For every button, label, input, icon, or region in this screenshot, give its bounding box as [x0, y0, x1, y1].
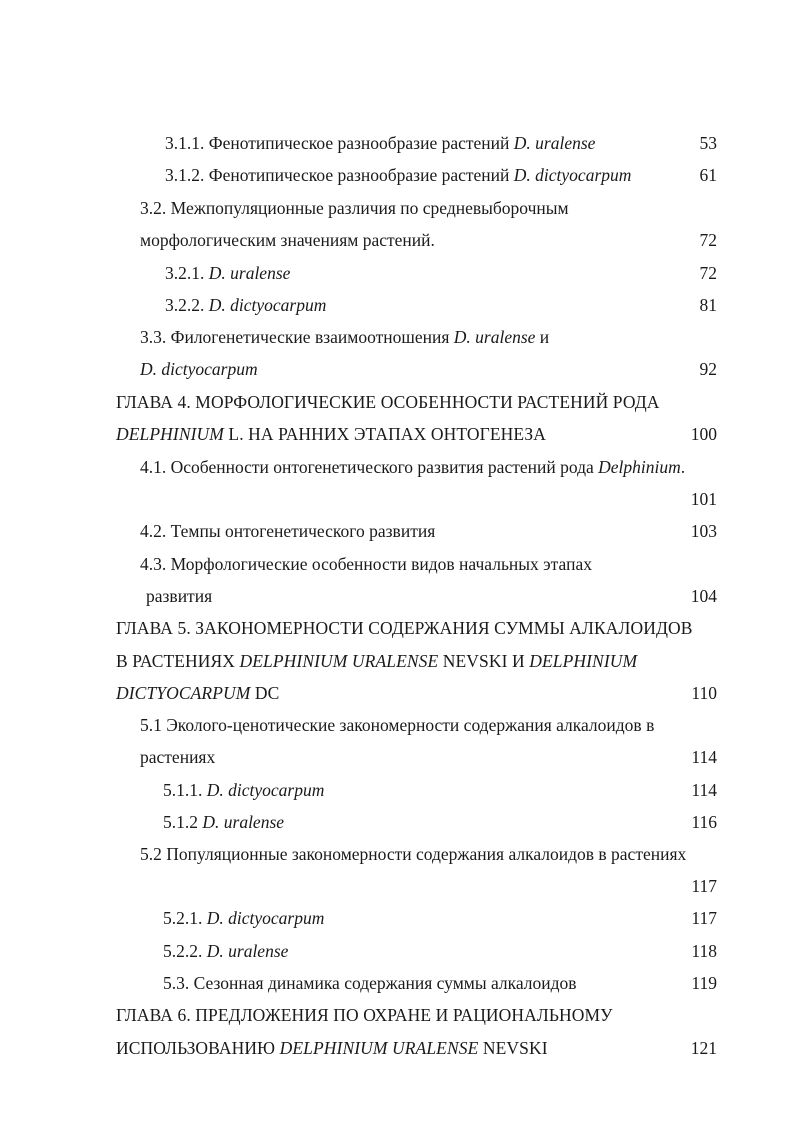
toc-page-number: 101 — [690, 489, 717, 509]
toc-entry-5-1-1: 5.1.1. D. dictyocarpum — [163, 780, 325, 800]
toc-entry-3-2-line1: 3.2. Межпопуляционные различия по средневыборочным — [140, 198, 569, 218]
chapter-4-title-line2: DELPHINIUM L. НА РАННИХ ЭТАПАХ ОНТОГЕНЕЗА — [116, 424, 546, 444]
toc-page-number: 114 — [691, 747, 717, 767]
toc-page-number: 119 — [691, 973, 717, 993]
toc-page-number: 72 — [699, 263, 717, 283]
toc-entry-3-2-2: 3.2.2. D. dictyocarpum — [165, 295, 327, 315]
toc-page-number: 117 — [691, 876, 717, 896]
toc-page-number: 114 — [691, 780, 717, 800]
chapter-5-title-line3: DICTYOCARPUM DC — [116, 683, 280, 703]
toc-entry-5-1-line1: 5.1 Эколого-ценотические закономерности содержания алкалоидов в — [140, 715, 655, 735]
toc-entry-5-3: 5.3. Сезонная динамика содержания суммы алкалоидов — [163, 973, 577, 993]
toc-entry-5-2-1: 5.2.1. D. dictyocarpum — [163, 908, 325, 928]
toc-entry-5-1-2: 5.1.2 D. uralense — [163, 812, 285, 832]
toc-page-number: 72 — [699, 230, 717, 250]
toc-page-number: 118 — [691, 941, 717, 961]
chapter-4-title-line1: ГЛАВА 4. МОРФОЛОГИЧЕСКИЕ ОСОБЕННОСТИ РАСТЕНИЙ РОДА — [116, 392, 660, 412]
toc-entry-5-1-line2: растениях — [140, 747, 216, 767]
toc-page-number: 121 — [690, 1038, 717, 1058]
toc-entry-4-3-line2: развития — [146, 586, 213, 606]
toc-entry-3-2-1: 3.2.1. D. uralense — [165, 263, 291, 283]
toc-entry-4-2: 4.2. Темпы онтогенетического развития — [140, 521, 436, 541]
toc-page-number: 116 — [691, 812, 717, 832]
toc-page-number: 92 — [699, 359, 717, 379]
toc-page-number: 103 — [690, 521, 717, 541]
toc-entry-4-1: 4.1. Особенности онтогенетического развития растений рода Delphinium. — [140, 457, 686, 477]
toc-page-number: 104 — [690, 586, 717, 606]
toc-entry-3-1-1: 3.1.1. Фенотипическое разнообразие растений D. uralense — [165, 133, 596, 153]
toc-page-number: 110 — [691, 683, 717, 703]
chapter-6-title-line2: ИСПОЛЬЗОВАНИЮ DELPHINIUM URALENSE NEVSKI — [116, 1038, 548, 1058]
toc-page-number: 81 — [699, 295, 717, 315]
chapter-5-title-line2: В РАСТЕНИЯХ DELPHINIUM URALENSE NEVSKI И DELPHINIUM — [116, 651, 638, 671]
toc-page-number: 53 — [699, 133, 717, 153]
toc-entry-5-2: 5.2 Популяционные закономерности содержания алкалоидов в растениях — [140, 844, 687, 864]
toc-page-number: 61 — [699, 165, 717, 185]
toc-entry-3-3-line1: 3.3. Филогенетические взаимоотношения D. uralense и — [140, 327, 550, 347]
toc-entry-4-3-line1: 4.3. Морфологические особенности видов начальных этапах — [140, 554, 592, 574]
toc-entry-5-2-2: 5.2.2. D. uralense — [163, 941, 289, 961]
toc-entry-3-3-line2: D. dictyocarpum — [140, 359, 258, 379]
toc-entry-3-2-line2: морфологическим значениям растений. — [140, 230, 435, 250]
chapter-6-title-line1: ГЛАВА 6. ПРЕДЛОЖЕНИЯ ПО ОХРАНЕ И РАЦИОНАЛЬНОМУ — [116, 1005, 613, 1025]
toc-entry-3-1-2: 3.1.2. Фенотипическое разнообразие растений D. dictyocarpum — [165, 165, 632, 185]
toc-page-number: 100 — [690, 424, 717, 444]
toc-page-number: 117 — [691, 908, 717, 928]
chapter-5-title-line1: ГЛАВА 5. ЗАКОНОМЕРНОСТИ СОДЕРЖАНИЯ СУММЫ АЛКАЛОИДОВ — [116, 618, 693, 638]
